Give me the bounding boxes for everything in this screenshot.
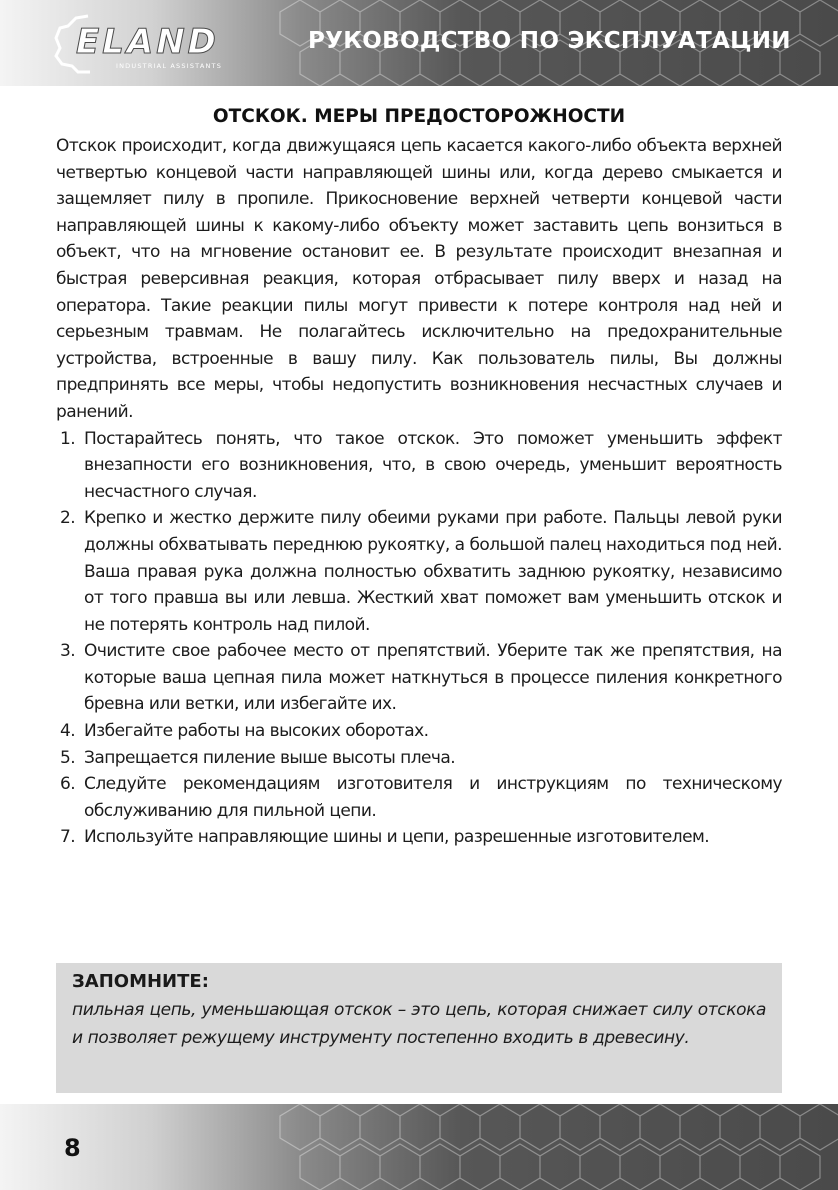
list-item-number: 3. bbox=[60, 641, 76, 662]
list-item-text: Запрещается пиление выше высоты плеча. bbox=[84, 747, 456, 768]
remember-box bbox=[56, 963, 782, 1093]
page-number: 8 bbox=[64, 1134, 81, 1162]
main-content bbox=[56, 106, 782, 851]
list-item-number: 4. bbox=[60, 721, 76, 742]
remember-text: пильная цепь, уменьшающая отскок – это цепь, которая снижает силу отскока и позволяет режущему инструменту постепенно входить в древесину. bbox=[72, 1000, 766, 1048]
list-item-number: 6. bbox=[60, 774, 76, 795]
document-title: РУКОВОДСТВО ПО ЭКСПЛУАТАЦИИ bbox=[308, 28, 791, 54]
page-header bbox=[0, 0, 838, 86]
list-item-number: 1. bbox=[60, 428, 76, 449]
list-item bbox=[56, 824, 782, 851]
logo-tagline: INDUSTRIAL ASSISTANTS bbox=[116, 62, 223, 70]
list-item bbox=[56, 771, 782, 824]
section-title: ОТСКОК. МЕРЫ ПРЕДОСТОРОЖНОСТИ bbox=[212, 106, 626, 127]
list-item bbox=[56, 505, 782, 638]
list-item-number: 7. bbox=[60, 827, 76, 848]
list-item-text: Очистите свое рабочее место от препятствий. Уберите так же препятствия, на которые ваша цепная пила может наткнуться в процессе пиления конкретного бревна или ветки, или избегайте их. bbox=[84, 641, 782, 715]
list-item bbox=[56, 745, 782, 772]
intro-paragraph: Отскок происходит, когда движущаяся цепь касается какого-либо объекта верхней четвертью концевой части направляющей шины или, когда дерево смыкается и защемляет пилу в пропиле. Прикосновение верхней четверти концевой части направляющей шины к какому-либо объекту может заставить цепь вонзиться в объект, что на мгновение остановит ее. В результате происходит внезапная и быстрая реверсивная реакция, которая отбрасывает пилу вверх и назад на оператора. Такие реакции пилы могут привести к потере контроля над ней и серьезным травмам. Не полагайтесь исключительно на предохранительные устройства, встроенные в вашу пилу. Как пользователь пилы, Вы должны предпринять все меры, чтобы недопустить возникновения несчастных случаев и ранений. bbox=[56, 136, 782, 422]
remember-title: ЗАПОМНИТЕ: bbox=[72, 971, 209, 992]
list-item bbox=[56, 426, 782, 506]
list-item-text: Следуйте рекомендациям изготовителя и инструкциям по техническому обслуживанию для пильной цепи. bbox=[84, 774, 782, 821]
precautions-list bbox=[56, 426, 782, 852]
hexagon-pattern bbox=[0, 1104, 838, 1190]
page-footer bbox=[0, 1104, 838, 1190]
list-item-text: Избегайте работы на высоких оборотах. bbox=[84, 721, 429, 742]
list-item bbox=[56, 718, 782, 745]
logo-wordmark: ELAND bbox=[76, 22, 219, 62]
list-item-text: Используйте направляющие шины и цепи, разрешенные изготовителем. bbox=[84, 827, 710, 848]
list-item-text: Крепко и жестко держите пилу обеими руками при работе. Пальцы левой руки должны обхватывать переднюю рукоятку, а большой палец находиться под ней. Ваша правая рука должна полностью обхватить заднюю рукоятку, независимо от того правша вы или левша. Жесткий хват поможет вам уменьшить отскок и не потерять контроль над пилой. bbox=[84, 508, 782, 635]
eland-logo bbox=[48, 8, 278, 78]
list-item-text: Постарайтесь понять, что такое отскок. Это поможет уменьшить эффект внезапности его возникновения, что, в свою очередь, уменьшит вероятность несчастного случая. bbox=[84, 428, 782, 502]
list-item bbox=[56, 638, 782, 718]
list-item-number: 5. bbox=[60, 747, 76, 768]
list-item-number: 2. bbox=[60, 508, 76, 529]
